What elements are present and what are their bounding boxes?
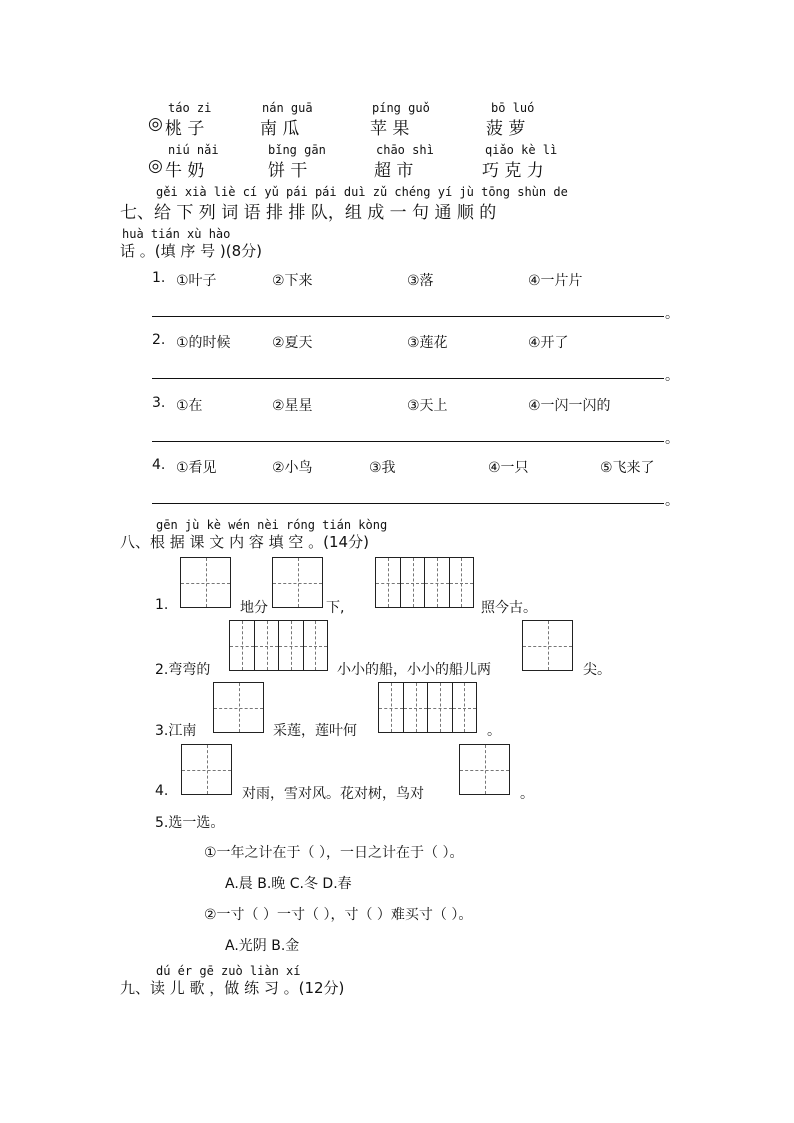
q2-suffix: 尖。 [583,662,611,678]
q5-options-2: A.光阴 B.金 [225,938,300,954]
option: ③天上 [407,398,448,414]
tianzige-grid[interactable] [180,557,231,608]
section9-title: 九、读 儿 歌 ，做 练 习 。(12分) [120,979,345,997]
tianzige-grid[interactable] [378,682,477,733]
marker: ◎ [148,156,163,176]
pinyin-pingguo: píng guǒ [372,101,430,115]
option: ④一只 [488,460,529,476]
word-qiaokeli: 巧 克 力 [482,161,544,181]
pinyin-binggan: bǐng gān [268,143,326,157]
tianzige-grid[interactable] [459,744,510,795]
answer-line[interactable] [152,503,664,504]
tianzige-grid[interactable] [375,557,474,608]
tianzige-grid[interactable] [213,682,264,733]
option: ④开了 [528,335,569,351]
option: ②下来 [272,273,313,289]
pinyin-nangua: nán guā [262,101,313,115]
option: ①的时候 [176,335,231,351]
pinyin-niunai: niú nǎi [168,143,219,157]
section8-title: 八、根 据 课 文 内 容 填 空 。(14分) [120,533,369,551]
period: 。 [665,431,679,447]
period: 。 [665,306,679,322]
period: 。 [665,368,679,384]
word-niunai: 牛 奶 [165,161,205,181]
section7-pinyin-line2: huà tián xù hào [122,227,231,241]
tianzige-grid[interactable] [522,620,573,671]
section7-title-line2: 话 。(填 序 号 )(8分) [120,242,263,260]
section8-pinyin: gēn jù kè wén nèi róng tián kòng [156,518,388,532]
item-number: 3. [152,395,166,411]
q5-title: 5.选一选。 [155,815,225,831]
section9-pinyin: dú ér gē zuò liàn xí [156,964,301,978]
option: ②小鸟 [272,460,313,476]
tianzige-grid[interactable] [229,620,328,671]
word-taozi: 桃 子 [165,119,205,139]
option: ①在 [176,398,203,414]
option: ②夏天 [272,335,313,351]
section7-title-line1: 七、给 下 列 词 语 排 排 队，组 成 一 句 通 顺 的 [120,203,497,223]
q2-text: 小小的船，小小的船儿两 [337,662,491,678]
q4-prefix: 4. [155,783,169,799]
pinyin-qiaokeli: qiǎo kè lì [485,143,558,157]
tianzige-grid[interactable] [272,557,323,608]
q5-sentence-1: ①一年之计在于（ ），一日之计在于（ ）。 [204,845,464,861]
section7-pinyin-line1: gěi xià liè cí yǔ pái pái duì zǔ chéng yí jù tōng shùn de [156,185,568,199]
q1-number: 1. [155,597,169,613]
answer-line[interactable] [152,441,664,442]
option: ①看见 [176,460,217,476]
tianzige-grid[interactable] [181,744,232,795]
option: ④一闪一闪的 [528,398,611,414]
answer-line[interactable] [152,316,664,317]
q1-text: 下, [326,600,345,616]
option: ③莲花 [407,335,448,351]
q3-suffix: 。 [487,723,501,739]
period: 。 [665,493,679,509]
q1-text: 照今古。 [481,600,537,616]
pinyin-boluo: bō luó [491,101,535,115]
option: ③我 [369,460,396,476]
q2-prefix: 2.弯弯的 [155,662,211,678]
q3-prefix: 3.江南 [155,723,197,739]
marker: ◎ [148,114,163,134]
q5-sentence-2: ②一寸（ ）一寸（ ），寸（ ）难买寸（ ）。 [204,907,473,923]
q4-text: 对雨，雪对风。花对树，鸟对 [242,786,424,802]
option: ⑤飞来了 [600,460,655,476]
option: ①叶子 [176,273,217,289]
option: ③落 [407,273,434,289]
word-pingguo: 苹 果 [370,119,410,139]
q5-options-1: A.晨 B.晚 C.冬 D.春 [225,876,352,892]
word-boluo: 菠 萝 [486,119,526,139]
pinyin-chaoshi: chāo shì [376,143,434,157]
word-chaoshi: 超 市 [374,161,414,181]
option: ④一片片 [528,273,583,289]
item-number: 2. [152,332,166,348]
option: ②星星 [272,398,313,414]
item-number: 1. [152,270,166,286]
q1-text: 地分 [240,600,268,616]
pinyin-taozi: táo zi [168,101,212,115]
word-nangua: 南 瓜 [260,119,300,139]
q3-text: 采莲，莲叶何 [273,723,357,739]
answer-line[interactable] [152,378,664,379]
word-binggan: 饼 干 [268,161,308,181]
q4-suffix: 。 [520,786,534,802]
item-number: 4. [152,457,166,473]
